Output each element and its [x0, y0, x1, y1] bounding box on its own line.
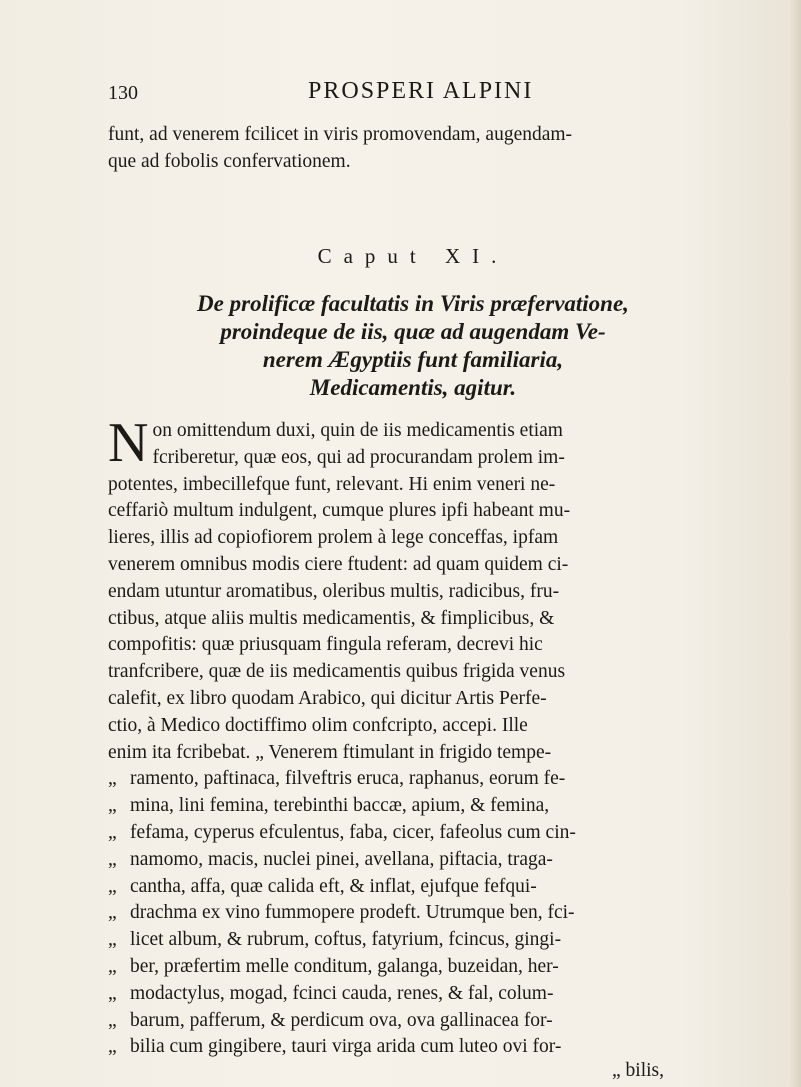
paragraph-lines — [108, 472, 718, 767]
quoted-text: mina, lini femina, terebinthi baccæ, apium, & femina, — [130, 795, 550, 817]
text-line: venerem omnibus modis ciere ftudent: ad quam quidem ci- — [108, 553, 569, 575]
quote-mark: „ — [108, 848, 117, 870]
catchword: „ bilis, — [612, 1060, 664, 1081]
text-line: lieres, illis ad copiofiorem prolem à lege conceffas, ipfam — [108, 527, 559, 549]
quoted-text-line — [108, 766, 718, 793]
quoted-text: modactylus, mogad, fcinci cauda, renes, & fal, colum- — [130, 982, 554, 1004]
text-line: que ad fobolis confervationem. — [108, 150, 351, 172]
text-line: compofitis: quæ priusquam fingula referam, decrevi hic — [108, 634, 543, 656]
quote-mark: „ — [108, 1009, 117, 1031]
quote-mark: „ — [108, 821, 117, 843]
quoted-text-line — [108, 793, 718, 820]
page-edge — [787, 0, 801, 1087]
quoted-text-line — [108, 874, 718, 901]
quoted-text: namomo, macis, nuclei pinei, avellana, piftacia, traga- — [130, 848, 553, 870]
text-line: endam utuntur aromatibus, oleribus multis, radicibus, fru- — [108, 580, 560, 602]
chapter-label: Caput XI. — [317, 244, 509, 268]
quoted-text: barum, pafferum, & perdicum ova, ova gallinacea for- — [130, 1009, 553, 1031]
opening-block — [108, 412, 718, 474]
quoted-text-line — [108, 820, 718, 847]
drop-cap: N — [108, 412, 149, 474]
heading-line: nerem Ægyptiis funt familiaria, — [262, 347, 564, 372]
heading-line: proindeque de iis, quæ ad augendam Ve- — [220, 319, 606, 344]
quote-mark: „ — [108, 929, 117, 951]
text-line: tranfcribere, quæ de iis medicamentis quibus frigida venus — [108, 661, 566, 683]
quoted-text: drachma ex vino fummopere prodeft. Utrumque ben, fci- — [130, 902, 575, 924]
text-line: potentes, imbecillefque funt, relevant. Hi enim veneri ne- — [108, 473, 556, 495]
page-number: 130 — [108, 82, 138, 104]
running-title: PROSPERI ALPINI — [308, 78, 534, 104]
quote-mark: „ — [108, 902, 117, 924]
text-line: enim ita fcribebat. „ Venerem ftimulant in frigido tempe- — [108, 741, 552, 763]
quote-mark: „ — [108, 795, 117, 817]
quoted-text: licet album, & rubrum, coftus, fatyrium, fcincus, gingi- — [130, 929, 562, 951]
quoted-text: cantha, affa, quæ calida eft, & inflat, ejufque fefqui- — [130, 875, 537, 897]
text-line: ctio, à Medico doctiffimo olim confcripto, accepi. Ille — [108, 714, 528, 736]
quote-mark: „ — [108, 768, 117, 790]
text-line: ctibus, atque aliis multis medicamentis, & fimplicibus, & — [108, 607, 555, 629]
text-line: on omittendum duxi, quin de iis medicamentis etiam — [152, 420, 563, 441]
quoted-text-line — [108, 954, 718, 981]
quoted-lines — [108, 766, 718, 1061]
quoted-text-line — [108, 847, 718, 874]
heading-line: De prolificæ facultatis in Viris præfervatione, — [197, 291, 629, 316]
quote-mark: „ — [108, 1036, 117, 1058]
intro-paragraph — [108, 122, 718, 176]
quoted-text: bilia cum gingibere, tauri virga arida cum luteo ovi for- — [130, 1036, 562, 1058]
quoted-text: ramento, paftinaca, filveftris eruca, raphanus, eorum fe- — [130, 768, 566, 790]
quoted-text: ber, præfertim melle conditum, galanga, buzeidan, her- — [130, 955, 559, 977]
quoted-text-line — [108, 1034, 718, 1061]
quoted-text-line — [108, 927, 718, 954]
heading-line: Medicamentis, agitur. — [309, 375, 517, 400]
text-line: funt, ad venerem fcilicet in viris promovendam, augendam- — [108, 124, 573, 145]
quoted-text: fefama, cyperus efculentus, faba, cicer, fafeolus cum cin- — [130, 821, 576, 843]
body-text — [108, 412, 718, 1061]
quote-mark: „ — [108, 982, 117, 1004]
quote-mark: „ — [108, 955, 117, 977]
quoted-text-line — [108, 900, 718, 927]
quoted-text-line — [108, 981, 718, 1008]
quoted-text-line — [108, 1008, 718, 1035]
running-head — [108, 78, 708, 108]
text-line: ceffariò multum indulgent, cumque plures ipfi habeant mu- — [108, 500, 571, 522]
text-line: fcriberetur, quæ eos, qui ad procurandam prolem im- — [152, 446, 565, 468]
text-line: calefit, ex libro quodam Arabico, qui dicitur Artis Perfe- — [108, 687, 547, 709]
chapter-heading — [108, 290, 718, 402]
quote-mark: „ — [108, 875, 117, 897]
